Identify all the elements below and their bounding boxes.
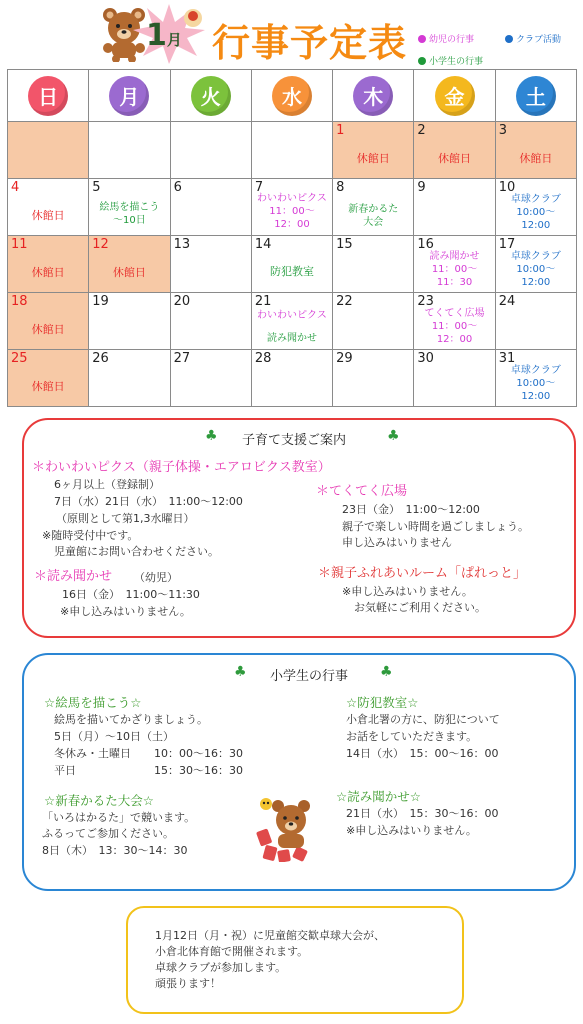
storytime-title: ＊読み聞かせ [34, 569, 113, 584]
calendar-day [414, 179, 495, 236]
weekday-tue [170, 70, 251, 122]
header [0, 0, 583, 68]
calendar-day [89, 236, 170, 293]
event-label: 卓球クラブ [510, 194, 561, 205]
day-number: 9 [417, 180, 426, 195]
storytime-detail: 21日（水） 15：30〜16：00 [346, 807, 499, 820]
weekday-fri [414, 70, 495, 122]
legend-dot-icon [418, 57, 426, 65]
table-tennis-notice [126, 906, 464, 1014]
clover-icon: ♣ [380, 664, 393, 680]
closed-label: 休館日 [31, 323, 65, 336]
weekday-label: 日 [28, 76, 68, 116]
pics-detail: （原則として第1,3水曜日） [56, 512, 195, 525]
calendar-day [8, 350, 89, 407]
day-number: 29 [336, 351, 353, 366]
legend-dot-icon [418, 35, 426, 43]
event-label: 卓球クラブ [510, 365, 561, 376]
calendar-day-empty [89, 122, 170, 179]
calendar-week [8, 122, 577, 179]
childcare-support-title: 子育て支援ご案内 [242, 433, 347, 448]
weekday-label: 土 [516, 76, 556, 116]
day-number: 24 [498, 294, 516, 309]
calendar-day [251, 236, 332, 293]
calendar-day [170, 179, 251, 236]
pics-detail: ※随時受付中です。 [42, 529, 139, 542]
event-label: わいわいピクス [257, 310, 327, 321]
weekday-label: 金 [435, 76, 475, 116]
crime-prevention-detail: 14日（水） 15：00〜16：00 [346, 747, 499, 760]
ema-detail: 15：30〜16：30 [154, 764, 243, 777]
calendar-day [333, 122, 414, 179]
event-label: 大会 [363, 217, 384, 228]
calendar-day [495, 122, 576, 179]
pics-detail: 7日（水）21日（水） 11:00〜12:00 [54, 495, 243, 508]
event-label: 読み聞かせ [429, 251, 480, 262]
tekuteku-detail: 親子で楽しい時間を過ごしましょう。 [342, 520, 529, 533]
childcare-support-box [22, 418, 576, 638]
weekday-thu [333, 70, 414, 122]
storytime-detail: ※申し込みはいりません。 [346, 824, 477, 837]
month-number [146, 18, 182, 53]
event-time: 10:00〜 [516, 264, 556, 275]
calendar-day [495, 236, 576, 293]
event-time: 12：00 [274, 219, 310, 230]
karuta-detail: ふるってご参加ください。 [42, 827, 174, 840]
clover-icon: ♣ [387, 428, 400, 444]
day-number: 4 [11, 180, 20, 195]
day-number: 3 [498, 123, 507, 138]
tekuteku-detail: 23日（金） 11:00〜12:00 [342, 503, 480, 516]
day-number: 14 [254, 237, 272, 252]
weekday-label: 月 [109, 76, 149, 116]
event-label: 卓球クラブ [510, 251, 561, 262]
day-number: 27 [173, 351, 191, 366]
weekday-sat [495, 70, 576, 122]
event-time: 11：30 [436, 277, 473, 288]
legend-infant [418, 32, 474, 45]
day-number: 12 [92, 237, 109, 252]
ema-detail: 10：00〜16：30 [154, 747, 243, 760]
ema-detail: 冬休み・土曜日 [54, 747, 131, 760]
calendar-day [333, 236, 414, 293]
weekday-mon [89, 70, 170, 122]
day-number: 18 [11, 294, 28, 309]
day-number: 11 [11, 237, 28, 252]
calendar-week [8, 236, 577, 293]
calendar-day-empty [251, 122, 332, 179]
weekday-label: 木 [353, 76, 393, 116]
event-time: 11：00〜 [269, 206, 315, 217]
palette-room-detail: お気軽にご利用ください。 [354, 601, 486, 614]
calendar-day [251, 179, 332, 236]
event-label: 絵馬を描こう [99, 202, 160, 213]
notice-line: 卓球クラブが参加します。 [155, 961, 287, 974]
day-number: 2 [417, 123, 426, 138]
karuta-detail: 8日（木） 13：30〜14：30 [42, 844, 188, 857]
ema-detail: 5日（月）〜10日（土） [54, 730, 174, 743]
calendar-day [8, 293, 89, 350]
calendar-day [89, 293, 170, 350]
karuta-detail: 「いろはかるた」で競います。 [42, 811, 196, 824]
closed-label: 休館日 [356, 152, 390, 165]
calendar-grid [7, 69, 577, 407]
day-number: 17 [498, 237, 516, 252]
day-number: 7 [254, 180, 264, 195]
calendar-day [495, 179, 576, 236]
legend-elementary [418, 54, 483, 67]
day-number: 1 [336, 123, 345, 138]
storytime-detail: 16日（金） 11:00〜11:30 [62, 588, 200, 601]
closed-label: 休館日 [112, 266, 146, 279]
notice-text [155, 928, 385, 992]
event-time: 12:00 [521, 391, 551, 402]
month-digit: 1 [146, 18, 167, 53]
calendar-day-empty [8, 122, 89, 179]
event-label: わいわいピクス [257, 193, 327, 204]
closed-label: 休館日 [31, 266, 65, 279]
event-label: 新春かるた [348, 204, 399, 215]
tekuteku-detail: 申し込みはいりません [342, 536, 452, 549]
legend-dot-icon [505, 35, 513, 43]
event-label: 読み聞かせ [266, 333, 317, 344]
event-time: 12:00 [521, 277, 551, 288]
day-number: 23 [417, 294, 434, 309]
event-time: 11：00〜 [431, 264, 478, 275]
palette-room-detail: ※申し込みはいりません。 [342, 585, 473, 598]
legend-label: クラブ活動 [516, 35, 562, 45]
clover-icon: ♣ [234, 664, 247, 680]
day-number: 31 [498, 351, 516, 366]
weekday-header-row [8, 70, 577, 122]
clover-icon: ♣ [205, 428, 218, 444]
event-time: 12：00 [436, 334, 473, 345]
storytime-title: ☆読み聞かせ☆ [336, 789, 421, 804]
event-label: 〜10日 [113, 215, 146, 226]
notice-line: 1月12日（月・祝）に児童館交歓卓球大会が、 [155, 929, 385, 942]
event-label: てくてく広場 [424, 308, 485, 319]
event-time: 10:00〜 [516, 207, 556, 218]
day-number: 30 [417, 351, 434, 366]
day-number: 5 [92, 180, 101, 195]
legend-club [505, 32, 561, 45]
day-number: 10 [498, 180, 516, 195]
ema-detail: 平日 [54, 764, 76, 777]
weekday-label: 火 [191, 76, 231, 116]
bear-karuta-icon [256, 796, 318, 862]
day-number: 20 [173, 294, 191, 309]
weekday-wed [251, 70, 332, 122]
calendar-day-empty [170, 122, 251, 179]
page-title: 行事予定表 [212, 21, 408, 65]
calendar-day [333, 293, 414, 350]
month-suffix: 月 [166, 31, 182, 49]
notice-line: 小倉北体育館で開催されます。 [155, 945, 309, 958]
day-number: 25 [11, 351, 28, 366]
day-number: 26 [92, 351, 109, 366]
event-time: 10:00〜 [516, 378, 556, 389]
storytime-detail: ※申し込みはいりません。 [60, 605, 191, 618]
calendar-day [170, 350, 251, 407]
ema-title: ☆絵馬を描こう☆ [44, 695, 142, 710]
calendar-week [8, 293, 577, 350]
day-number: 6 [173, 180, 182, 195]
day-number: 16 [417, 237, 434, 252]
elementary-events-title: 小学生の行事 [270, 669, 349, 684]
calendar-day [333, 179, 414, 236]
day-number: 13 [173, 237, 191, 252]
calendar-day [333, 350, 414, 407]
pics-detail: 児童館にお問い合わせください。 [54, 545, 219, 558]
event-time: 11：00〜 [431, 321, 478, 332]
closed-label: 休館日 [31, 209, 65, 222]
calendar-day [495, 293, 576, 350]
palette-room-title: ＊親子ふれあいルーム「ぱれっと」 [318, 566, 527, 581]
calendar-week [8, 350, 577, 407]
tekuteku-title: ＊てくてく広場 [316, 484, 408, 499]
calendar-day [8, 236, 89, 293]
day-number: 15 [336, 237, 353, 252]
calendar-day [414, 236, 495, 293]
calendar-day [89, 179, 170, 236]
calendar-day [89, 350, 170, 407]
weekday-label: 水 [272, 76, 312, 116]
calendar-day [414, 122, 495, 179]
weekday-sun [8, 70, 89, 122]
storytime-sub: （幼児） [134, 571, 178, 584]
calendar-day [8, 179, 89, 236]
karuta-title: ☆新春かるた大会☆ [44, 793, 154, 808]
crime-prevention-detail: 小倉北署の方に、防犯について [346, 713, 500, 726]
day-number: 21 [254, 294, 272, 309]
event-label: 防犯教室 [269, 265, 314, 278]
calendar-day [251, 293, 332, 350]
calendar-day [251, 350, 332, 407]
day-number: 22 [336, 294, 353, 309]
notice-line: 頑張ります！ [155, 977, 221, 990]
pics-title: ＊わいわいピクス（親子体操・エアロビクス教室） [32, 460, 331, 475]
day-number: 28 [254, 351, 272, 366]
crime-prevention-detail: お話をしていただきます。 [346, 730, 478, 743]
day-number: 8 [336, 180, 345, 195]
day-number: 19 [92, 294, 109, 309]
legend-label: 幼児の行事 [429, 35, 475, 45]
closed-label: 休館日 [438, 152, 472, 165]
pics-detail: 6ヶ月以上（登録制） [54, 478, 160, 491]
calendar-day [170, 293, 251, 350]
legend-label: 小学生の行事 [429, 57, 484, 67]
calendar-day [170, 236, 251, 293]
closed-label: 休館日 [31, 380, 65, 393]
closed-label: 休館日 [519, 152, 553, 165]
calendar-day [495, 350, 576, 407]
ema-detail: 絵馬を描いてかざりましょう。 [54, 713, 208, 726]
event-time: 12:00 [521, 220, 551, 231]
calendar-day [414, 350, 495, 407]
crime-prevention-title: ☆防犯教室☆ [346, 695, 419, 710]
calendar-day [414, 293, 495, 350]
calendar-week [8, 179, 577, 236]
